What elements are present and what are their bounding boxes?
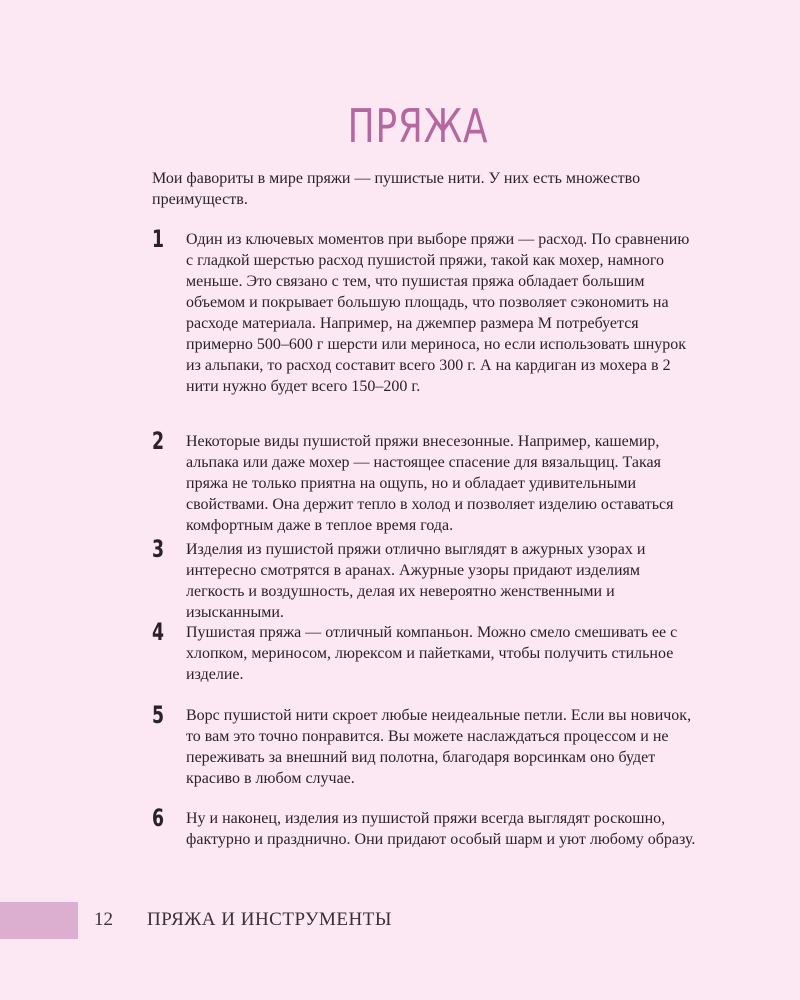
item-text: Ну и наконец, изделия из пушистой пряжи всегда выглядят роскошно, фактурно и празднично. Они придают особый шарм и уют любому образу. [186, 810, 696, 848]
item-number: 5 [152, 701, 165, 729]
item-number: 1 [152, 225, 165, 253]
running-head: ПРЯЖА И ИНСТРУМЕНТЫ [147, 909, 392, 930]
item-text: Пушистая пряжа — отличный компаньон. Можно смело смешивать ее с хлопком, мериносом, люрексом и пайетками, чтобы получить стильное изделие. [186, 624, 678, 683]
item-text: Изделия из пушистой пряжи отлично выглядят в ажурных узорах и интересно смотрятся в аранах. Ажурные узоры придают изделиям легкость и воздушность, делая их невероятно женственными и изысканными. [186, 541, 646, 621]
page-number: 12 [94, 909, 113, 930]
item-number: 2 [152, 427, 165, 455]
footer-color-bar [0, 902, 78, 939]
item-text: Один из ключевых моментов при выборе пряжи — расход. По сравнению с гладкой шерстью расход пушистой пряжи, такой как мохер, намного меньше. Это связано с тем, что пушистая пряжа обладает большим объемом и покрывает большую площадь, что позволяет сэкономить на расходе материала. Например, на джемпер размера M потребуется примерно 500–600 г шерсти или мериноса, но если использовать шнурок из альпаки, то расход составит всего 300 г. А на кардиган из мохера в 2 нити нужно будет всего 150–200 г. [186, 231, 690, 395]
page-title: ПРЯЖА [347, 99, 489, 153]
item-number: 4 [152, 618, 165, 646]
item-number: 3 [152, 535, 165, 563]
item-text: Некоторые виды пушистой пряжи внесезонные. Например, кашемир, альпака или даже мохер — настоящее спасение для вязальщиц. Такая пряжа не только приятна на ощупь, но и обладает удивительными свойствами. Она держит тепло в холод и позволяет изделию оставаться комфортным даже в теплое время года. [186, 433, 674, 534]
intro-paragraph: Мои фавориты в мире пряжи — пушистые нити. У них есть множество преимуществ. [152, 170, 641, 208]
item-text: Ворс пушистой нити скроет любые неидеальные петли. Если вы новичок, то вам это точно понравится. Вы можете наслаждаться процессом и не переживать за внешний вид полотна, благодаря ворсинкам оно будет красиво в любом случае. [186, 707, 692, 787]
item-number: 6 [152, 804, 165, 832]
